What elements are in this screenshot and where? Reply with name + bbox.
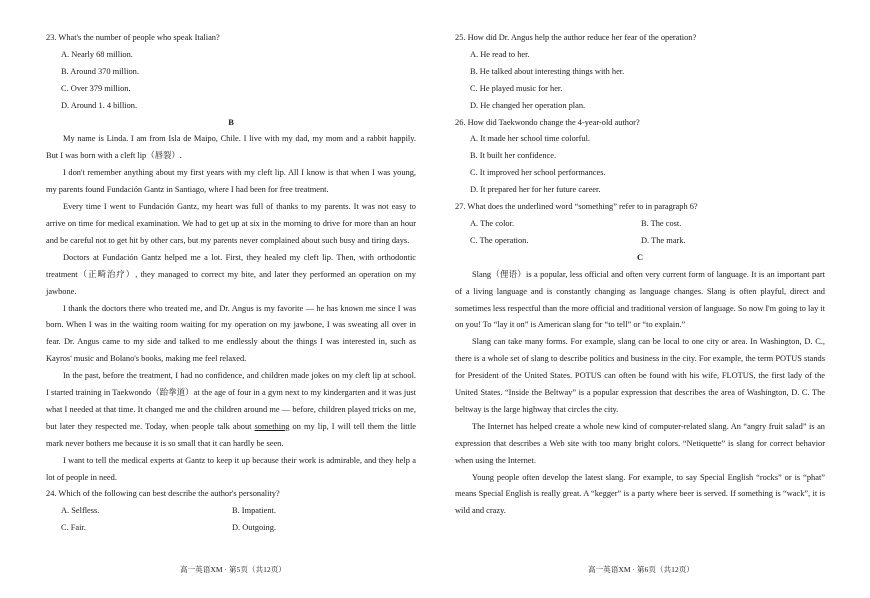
question-25-option-d: D. He changed her operation plan. bbox=[470, 100, 586, 110]
section-b-heading: B bbox=[228, 117, 234, 127]
left-page-column bbox=[46, 30, 416, 537]
question-23-option-c: C. Over 379 million. bbox=[61, 83, 131, 93]
question-27-stem: 27. What does the underlined word “something” refer to in paragraph 6? bbox=[455, 202, 698, 212]
paragraph-6-text-before: In the past, before the treatment, I had no confidence, and children made jokes on my cleft lip at school. I started training in Taekwondo（跆拳道）at the age of four in a gym next to my kindergarten and it was just what I needed at that time. It changed me and the children around me — before, children played tricks on me, but later they respected me. Today, when people talk about bbox=[46, 371, 416, 431]
passage-b-paragraph-5: I thank the doctors there who treated me, and Dr. Angus is my favorite — he has known me since I was born. When I was in the waiting room waiting for my operation on my jawbone, I was sweating all over in fear. Dr. Angus came to my side and talked to me endlessly about the things I was interested in, such as Kayros' music and Bolano's books, making me feel relaxed. bbox=[46, 303, 416, 364]
question-24-stem: 24. Which of the following can best describe the author's personality? bbox=[46, 489, 280, 499]
question-26-stem: 26. How did Taekwondo change the 4-year-old author? bbox=[455, 117, 640, 127]
question-27-options-row-1 bbox=[455, 216, 825, 233]
question-25-option-b: B. He talked about interesting things with her. bbox=[470, 66, 625, 76]
passage-b-paragraph-3: Every time I went to Fundación Gantz, my heart was full of thanks to my parents. It was not easy to arrive on time for medical examination. We had to get up at six in the morning to drive for more than an hour and be careful not to get hit by other cars, but my parents never complained about such busy and tiring days. bbox=[46, 202, 416, 245]
question-24-option-a: A. Selfless. bbox=[61, 506, 100, 516]
question-23-stem: 23. What's the number of people who speak Italian? bbox=[46, 33, 220, 42]
question-27-options-row-2 bbox=[455, 233, 825, 250]
passage-b-paragraph-6 bbox=[46, 368, 416, 453]
question-25-stem: 25. How did Dr. Angus help the author reduce her fear of the operation? bbox=[455, 33, 697, 42]
question-27-option-b: B. The cost. bbox=[641, 218, 682, 228]
question-25-option-c: C. He played music for her. bbox=[470, 83, 563, 93]
question-24-option-c: C. Fair. bbox=[61, 523, 86, 533]
passage-c-paragraph-2: Slang can take many forms. For example, slang can be local to one city or area. In Washington, D. C., there is a whole set of slang to describe politics and business in the city. For example, the term POTUS stands for President of the United States. POTUS can often be found with his wife, FLOTUS, the first lady of the United States. “Inside the Beltway” is a popular expression that describes the area of Washington, D. C. The beltway is the large highway that circles the city. bbox=[455, 337, 825, 414]
question-26-option-a: A. It made her school time colorful. bbox=[470, 134, 591, 144]
passage-c-paragraph-3: The Internet has helped create a whole new kind of computer-related slang. An “angry fruit salad” is an expression that describes a Web site with too many bright colors. “Netiquette” is slang for correct behavior when using the Internet. bbox=[455, 421, 825, 465]
section-c-heading: C bbox=[636, 252, 644, 262]
question-23-option-a: A. Nearly 68 million. bbox=[61, 49, 133, 59]
passage-b-paragraph-1: My name is Linda. I am from Isla de Maipo, Chile. I live with my dad, my mom and a rabbit happily. But I was born with a cleft lip（唇裂）. bbox=[46, 134, 416, 161]
question-24-option-d: D. Outgoing. bbox=[232, 523, 276, 533]
question-26-option-d: D. It prepared her for her future career. bbox=[470, 185, 601, 195]
question-24-options-row-1 bbox=[46, 503, 416, 520]
page-footer-left: 高一英语XM · 第5页（共12页） bbox=[180, 565, 286, 574]
question-27-option-a: A. The color. bbox=[470, 218, 515, 228]
question-25-option-a: A. He read to her. bbox=[470, 49, 530, 59]
passage-c-paragraph-4: Young people often develop the latest slang. For example, to say Special English “rocks” or is “phat” means Special English is really great. A “kegger” is a party where beer is served. If something is “wack”, it is wild and crazy. bbox=[455, 472, 825, 516]
question-26-option-c: C. It improved her school performances. bbox=[470, 168, 606, 178]
question-27-option-c: C. The operation. bbox=[470, 235, 529, 245]
passage-b-paragraph-7: I want to tell the medical experts at Gantz to keep it up because their work is admirable, and they help a lot of people in need. bbox=[46, 455, 416, 482]
question-27-option-d: D. The mark. bbox=[641, 235, 686, 245]
question-26-option-b: B. It built her confidence. bbox=[470, 151, 557, 161]
passage-b-paragraph-4: Doctors at Fundación Gantz helped me a lot. First, they healed my cleft lip. Then, with orthodontic treatment（正畸治疗）, they managed to correct my bite, and later they performed an operation on my jawbone. bbox=[46, 252, 416, 296]
underlined-word-something: something bbox=[254, 421, 290, 431]
page-footer-right: 高一英语XM · 第6页（共12页） bbox=[588, 565, 694, 574]
question-23-option-d: D. Around 1. 4 billion. bbox=[61, 100, 138, 110]
question-24-option-b: B. Impatient. bbox=[232, 506, 276, 516]
passage-b-paragraph-2: I don't remember anything about my first years with my cleft lip. All I know is that when I was young, my parents found Fundación Gantz in Santiago, where I had been for free treatment. bbox=[46, 168, 416, 195]
passage-c-paragraph-1: Slang（俚语）is a popular, less official and often very current form of language. It is an important part of a living language and is constantly changing as language changes. Slang is often playful, direct and sometimes less respectful than the more official and traditional version of language. So now I'm going to lay it on you! To “lay it on” is American slang for “to tell” or “to explain.” bbox=[455, 269, 826, 330]
question-24-options-row-2 bbox=[46, 520, 416, 537]
right-page-column bbox=[455, 30, 825, 520]
question-23-option-b: B. Around 370 million. bbox=[61, 66, 139, 76]
paragraph-6-text-after: on my lip, I will tell them the little mark never bothers me because it is so small that it can hardly be seen. bbox=[46, 421, 416, 448]
